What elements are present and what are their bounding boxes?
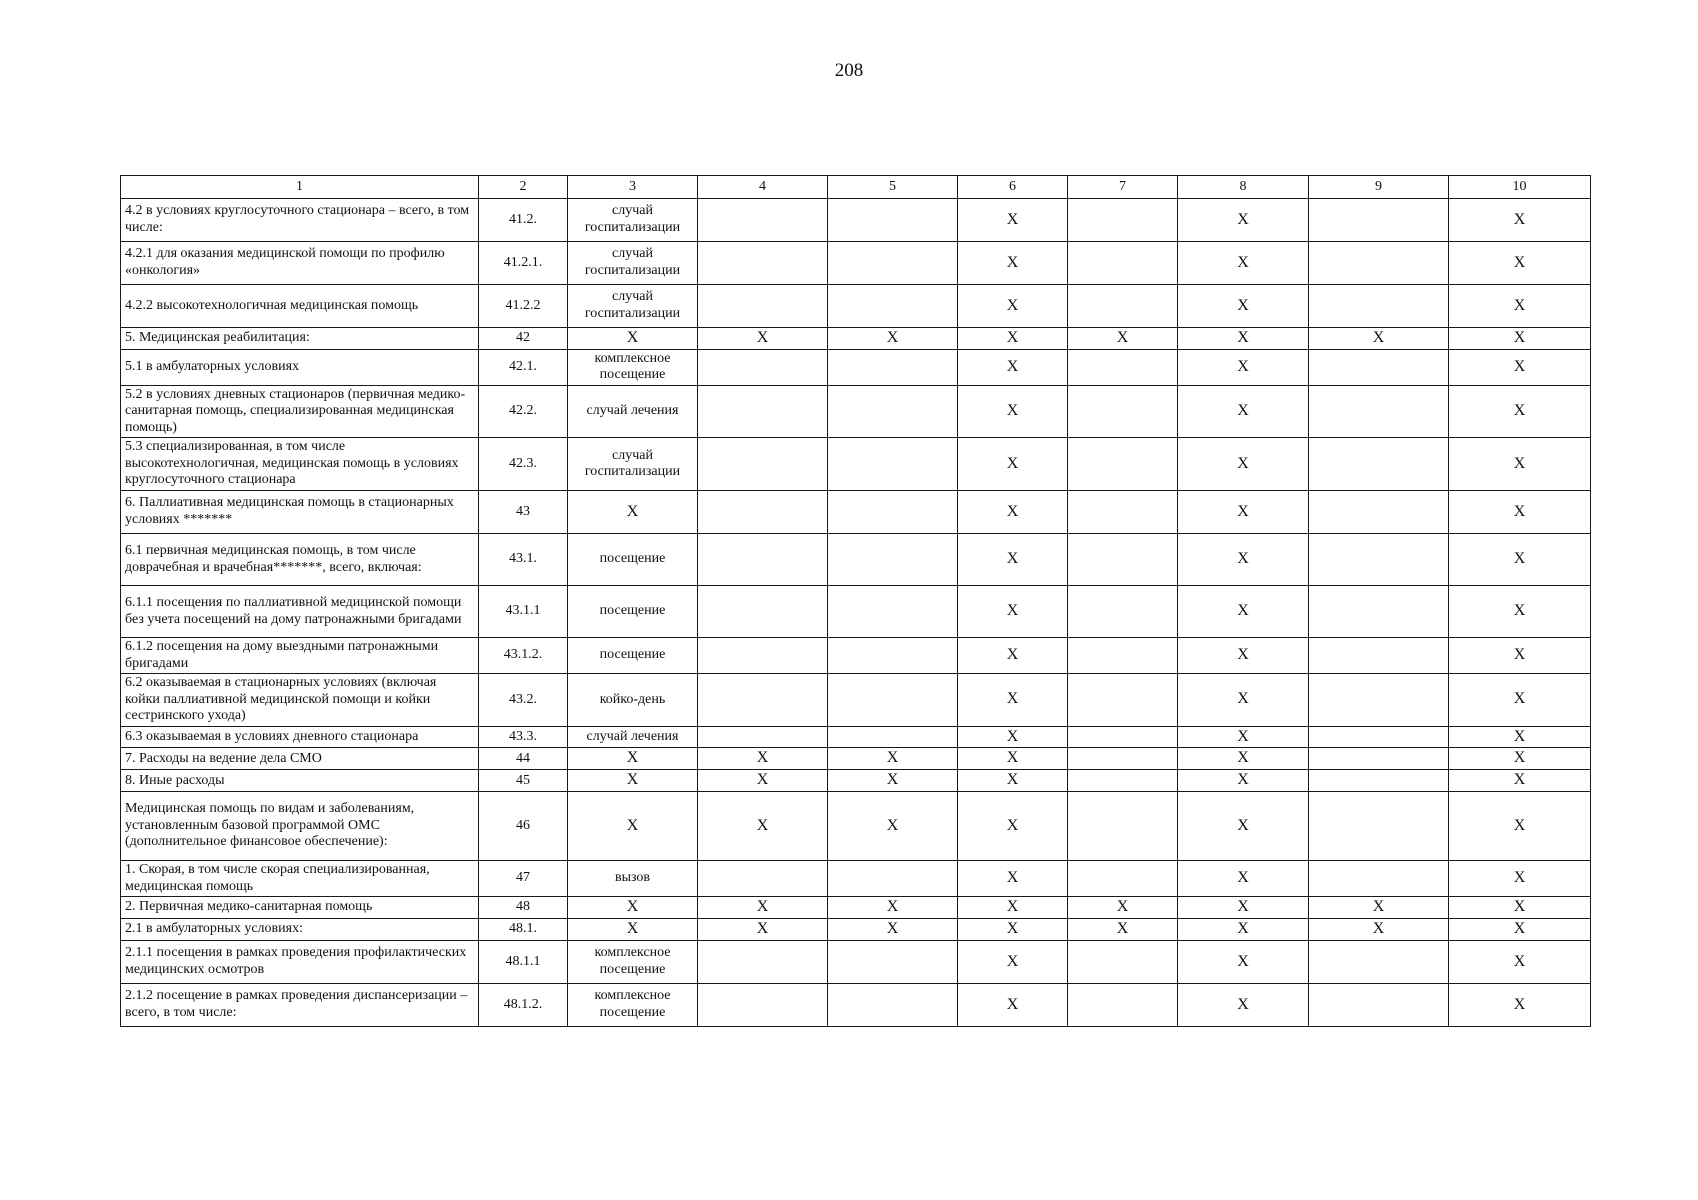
col6-cell: X bbox=[958, 534, 1068, 586]
row-unit-cell: вызов bbox=[568, 861, 698, 897]
col4-cell bbox=[698, 349, 828, 385]
row-unit-cell: X bbox=[568, 328, 698, 350]
col9-cell bbox=[1309, 940, 1449, 983]
col5-cell bbox=[828, 199, 958, 242]
col6-cell: X bbox=[958, 242, 1068, 285]
col10-cell: X bbox=[1449, 983, 1591, 1026]
col7-cell bbox=[1068, 534, 1178, 586]
row-name-cell: 6.1.2 посещения на дому выездными патронажными бригадами bbox=[121, 638, 479, 674]
col7-cell bbox=[1068, 726, 1178, 748]
table-body bbox=[121, 199, 1591, 1027]
row-name-cell: 2. Первичная медико-санитарная помощь bbox=[121, 897, 479, 919]
col7-cell: X bbox=[1068, 919, 1178, 941]
col4-cell bbox=[698, 674, 828, 727]
col5-cell: X bbox=[828, 770, 958, 792]
row-name-cell: 6. Паллиативная медицинская помощь в стационарных условиях ******* bbox=[121, 491, 479, 534]
col9-cell bbox=[1309, 534, 1449, 586]
col10-cell: X bbox=[1449, 638, 1591, 674]
row-code-cell: 42.3. bbox=[479, 438, 568, 491]
table-row bbox=[121, 638, 1591, 674]
col8-cell: X bbox=[1178, 242, 1309, 285]
column-header: 2 bbox=[479, 176, 568, 199]
col4-cell bbox=[698, 199, 828, 242]
row-unit-cell: посещение bbox=[568, 534, 698, 586]
col7-cell bbox=[1068, 770, 1178, 792]
row-unit-cell: койко-день bbox=[568, 674, 698, 727]
col5-cell: X bbox=[828, 919, 958, 941]
col6-cell: X bbox=[958, 438, 1068, 491]
table-row bbox=[121, 726, 1591, 748]
row-name-cell: 5.2 в условиях дневных стационаров (первичная медико-санитарная помощь, специализированная медицинская помощь) bbox=[121, 385, 479, 438]
row-unit-cell: X bbox=[568, 919, 698, 941]
row-name-cell: 8. Иные расходы bbox=[121, 770, 479, 792]
col10-cell: X bbox=[1449, 674, 1591, 727]
col5-cell bbox=[828, 438, 958, 491]
col4-cell: X bbox=[698, 919, 828, 941]
col10-cell: X bbox=[1449, 748, 1591, 770]
col10-cell: X bbox=[1449, 940, 1591, 983]
col6-cell: X bbox=[958, 199, 1068, 242]
row-name-cell: 6.3 оказываемая в условиях дневного стационара bbox=[121, 726, 479, 748]
col6-cell: X bbox=[958, 861, 1068, 897]
table-row bbox=[121, 242, 1591, 285]
col8-cell: X bbox=[1178, 349, 1309, 385]
col10-cell: X bbox=[1449, 792, 1591, 861]
col8-cell: X bbox=[1178, 638, 1309, 674]
col8-cell: X bbox=[1178, 438, 1309, 491]
col7-cell bbox=[1068, 438, 1178, 491]
col7-cell bbox=[1068, 491, 1178, 534]
row-unit-cell: случай госпитализации bbox=[568, 285, 698, 328]
col7-cell: X bbox=[1068, 328, 1178, 350]
table-row bbox=[121, 792, 1591, 861]
col9-cell bbox=[1309, 438, 1449, 491]
col9-cell bbox=[1309, 586, 1449, 638]
row-unit-cell: посещение bbox=[568, 586, 698, 638]
col8-cell: X bbox=[1178, 199, 1309, 242]
row-unit-cell: X bbox=[568, 897, 698, 919]
col4-cell: X bbox=[698, 792, 828, 861]
col4-cell: X bbox=[698, 748, 828, 770]
row-unit-cell: комплексное посещение bbox=[568, 940, 698, 983]
col8-cell: X bbox=[1178, 940, 1309, 983]
col8-cell: X bbox=[1178, 726, 1309, 748]
col6-cell: X bbox=[958, 491, 1068, 534]
col4-cell bbox=[698, 983, 828, 1026]
table-row bbox=[121, 491, 1591, 534]
col10-cell: X bbox=[1449, 586, 1591, 638]
row-name-cell: 5. Медицинская реабилитация: bbox=[121, 328, 479, 350]
col6-cell: X bbox=[958, 940, 1068, 983]
col7-cell bbox=[1068, 940, 1178, 983]
row-code-cell: 46 bbox=[479, 792, 568, 861]
col9-cell bbox=[1309, 285, 1449, 328]
col6-cell: X bbox=[958, 586, 1068, 638]
col5-cell bbox=[828, 726, 958, 748]
col9-cell bbox=[1309, 983, 1449, 1026]
column-header: 3 bbox=[568, 176, 698, 199]
col6-cell: X bbox=[958, 897, 1068, 919]
col5-cell bbox=[828, 242, 958, 285]
col7-cell: X bbox=[1068, 897, 1178, 919]
col5-cell bbox=[828, 349, 958, 385]
col10-cell: X bbox=[1449, 770, 1591, 792]
col8-cell: X bbox=[1178, 328, 1309, 350]
col6-cell: X bbox=[958, 792, 1068, 861]
table-row bbox=[121, 534, 1591, 586]
col10-cell: X bbox=[1449, 438, 1591, 491]
table-row bbox=[121, 438, 1591, 491]
col4-cell bbox=[698, 940, 828, 983]
row-name-cell: 1. Скорая, в том числе скорая специализированная, медицинская помощь bbox=[121, 861, 479, 897]
column-number-row bbox=[121, 176, 1591, 199]
table-row bbox=[121, 285, 1591, 328]
col9-cell bbox=[1309, 491, 1449, 534]
col7-cell bbox=[1068, 285, 1178, 328]
col7-cell bbox=[1068, 861, 1178, 897]
col10-cell: X bbox=[1449, 534, 1591, 586]
col8-cell: X bbox=[1178, 770, 1309, 792]
col5-cell bbox=[828, 638, 958, 674]
table-row bbox=[121, 897, 1591, 919]
row-code-cell: 43.2. bbox=[479, 674, 568, 727]
col10-cell: X bbox=[1449, 242, 1591, 285]
row-code-cell: 43.1. bbox=[479, 534, 568, 586]
table-row bbox=[121, 748, 1591, 770]
col4-cell bbox=[698, 491, 828, 534]
row-code-cell: 48 bbox=[479, 897, 568, 919]
col8-cell: X bbox=[1178, 385, 1309, 438]
col7-cell bbox=[1068, 349, 1178, 385]
col6-cell: X bbox=[958, 983, 1068, 1026]
row-unit-cell: случай госпитализации bbox=[568, 242, 698, 285]
row-code-cell: 41.2. bbox=[479, 199, 568, 242]
row-name-cell: 4.2 в условиях круглосуточного стационара – всего, в том числе: bbox=[121, 199, 479, 242]
table-row bbox=[121, 983, 1591, 1026]
col4-cell bbox=[698, 638, 828, 674]
col9-cell: X bbox=[1309, 897, 1449, 919]
col7-cell bbox=[1068, 638, 1178, 674]
col10-cell: X bbox=[1449, 491, 1591, 534]
column-header: 7 bbox=[1068, 176, 1178, 199]
row-name-cell: 5.1 в амбулаторных условиях bbox=[121, 349, 479, 385]
col4-cell: X bbox=[698, 897, 828, 919]
col8-cell: X bbox=[1178, 285, 1309, 328]
row-unit-cell: комплексное посещение bbox=[568, 983, 698, 1026]
col5-cell bbox=[828, 983, 958, 1026]
col5-cell: X bbox=[828, 328, 958, 350]
col6-cell: X bbox=[958, 385, 1068, 438]
col7-cell bbox=[1068, 748, 1178, 770]
col7-cell bbox=[1068, 242, 1178, 285]
col9-cell bbox=[1309, 748, 1449, 770]
row-code-cell: 41.2.1. bbox=[479, 242, 568, 285]
col7-cell bbox=[1068, 586, 1178, 638]
col6-cell: X bbox=[958, 285, 1068, 328]
col8-cell: X bbox=[1178, 491, 1309, 534]
col7-cell bbox=[1068, 385, 1178, 438]
row-code-cell: 43.3. bbox=[479, 726, 568, 748]
row-name-cell: Медицинская помощь по видам и заболеваниям, установленным базовой программой ОМС (дополнительное финансовое обеспечение): bbox=[121, 792, 479, 861]
col10-cell: X bbox=[1449, 919, 1591, 941]
row-code-cell: 42.2. bbox=[479, 385, 568, 438]
col9-cell bbox=[1309, 385, 1449, 438]
col10-cell: X bbox=[1449, 199, 1591, 242]
col4-cell bbox=[698, 242, 828, 285]
col6-cell: X bbox=[958, 726, 1068, 748]
row-unit-cell: случай лечения bbox=[568, 726, 698, 748]
col6-cell: X bbox=[958, 638, 1068, 674]
table-row bbox=[121, 770, 1591, 792]
col10-cell: X bbox=[1449, 285, 1591, 328]
col9-cell bbox=[1309, 242, 1449, 285]
col7-cell bbox=[1068, 983, 1178, 1026]
col9-cell bbox=[1309, 770, 1449, 792]
row-unit-cell: X bbox=[568, 770, 698, 792]
row-code-cell: 41.2.2 bbox=[479, 285, 568, 328]
col5-cell bbox=[828, 491, 958, 534]
column-header: 4 bbox=[698, 176, 828, 199]
col5-cell bbox=[828, 940, 958, 983]
col5-cell: X bbox=[828, 897, 958, 919]
table-row bbox=[121, 674, 1591, 727]
row-name-cell: 5.3 специализированная, в том числе высокотехнологичная, медицинская помощь в условиях круглосуточного стационара bbox=[121, 438, 479, 491]
row-code-cell: 43.1.2. bbox=[479, 638, 568, 674]
col5-cell bbox=[828, 534, 958, 586]
table-row bbox=[121, 328, 1591, 350]
row-code-cell: 45 bbox=[479, 770, 568, 792]
col9-cell bbox=[1309, 674, 1449, 727]
col5-cell bbox=[828, 674, 958, 727]
col5-cell bbox=[828, 385, 958, 438]
col4-cell: X bbox=[698, 770, 828, 792]
col8-cell: X bbox=[1178, 534, 1309, 586]
col9-cell bbox=[1309, 861, 1449, 897]
col8-cell: X bbox=[1178, 674, 1309, 727]
row-unit-cell: X bbox=[568, 792, 698, 861]
col10-cell: X bbox=[1449, 385, 1591, 438]
row-name-cell: 4.2.2 высокотехнологичная медицинская помощь bbox=[121, 285, 479, 328]
row-unit-cell: X bbox=[568, 748, 698, 770]
col4-cell bbox=[698, 285, 828, 328]
column-header: 10 bbox=[1449, 176, 1591, 199]
col8-cell: X bbox=[1178, 897, 1309, 919]
col8-cell: X bbox=[1178, 748, 1309, 770]
col10-cell: X bbox=[1449, 897, 1591, 919]
row-name-cell: 4.2.1 для оказания медицинской помощи по профилю «онкология» bbox=[121, 242, 479, 285]
col7-cell bbox=[1068, 674, 1178, 727]
row-name-cell: 6.1 первичная медицинская помощь, в том числе доврачебная и врачебная*******, всего, включая: bbox=[121, 534, 479, 586]
row-code-cell: 47 bbox=[479, 861, 568, 897]
col5-cell: X bbox=[828, 792, 958, 861]
col6-cell: X bbox=[958, 770, 1068, 792]
row-code-cell: 43 bbox=[479, 491, 568, 534]
col9-cell: X bbox=[1309, 919, 1449, 941]
col7-cell bbox=[1068, 792, 1178, 861]
column-header: 5 bbox=[828, 176, 958, 199]
row-unit-cell: случай госпитализации bbox=[568, 438, 698, 491]
row-unit-cell: случай госпитализации bbox=[568, 199, 698, 242]
col10-cell: X bbox=[1449, 726, 1591, 748]
page-number: 208 bbox=[834, 60, 864, 81]
col4-cell bbox=[698, 586, 828, 638]
col8-cell: X bbox=[1178, 586, 1309, 638]
col4-cell bbox=[698, 385, 828, 438]
col6-cell: X bbox=[958, 674, 1068, 727]
col9-cell bbox=[1309, 349, 1449, 385]
row-code-cell: 48.1.1 bbox=[479, 940, 568, 983]
row-name-cell: 6.2 оказываемая в стационарных условиях (включая койки паллиативной медицинской помощи и койки сестринского ухода) bbox=[121, 674, 479, 727]
row-name-cell: 6.1.1 посещения по паллиативной медицинской помощи без учета посещений на дому патронажными бригадами bbox=[121, 586, 479, 638]
col5-cell bbox=[828, 861, 958, 897]
table-row bbox=[121, 919, 1591, 941]
col9-cell: X bbox=[1309, 328, 1449, 350]
row-code-cell: 48.1. bbox=[479, 919, 568, 941]
col4-cell bbox=[698, 726, 828, 748]
row-unit-cell: случай лечения bbox=[568, 385, 698, 438]
table-row bbox=[121, 385, 1591, 438]
row-unit-cell: X bbox=[568, 491, 698, 534]
col10-cell: X bbox=[1449, 328, 1591, 350]
col4-cell bbox=[698, 534, 828, 586]
col9-cell bbox=[1309, 199, 1449, 242]
table-row bbox=[121, 586, 1591, 638]
col6-cell: X bbox=[958, 328, 1068, 350]
table-row bbox=[121, 861, 1591, 897]
col9-cell bbox=[1309, 638, 1449, 674]
col10-cell: X bbox=[1449, 349, 1591, 385]
row-code-cell: 42.1. bbox=[479, 349, 568, 385]
col6-cell: X bbox=[958, 349, 1068, 385]
row-code-cell: 43.1.1 bbox=[479, 586, 568, 638]
row-name-cell: 7. Расходы на ведение дела СМО bbox=[121, 748, 479, 770]
col9-cell bbox=[1309, 792, 1449, 861]
col4-cell: X bbox=[698, 328, 828, 350]
column-header: 9 bbox=[1309, 176, 1449, 199]
col5-cell: X bbox=[828, 748, 958, 770]
row-code-cell: 44 bbox=[479, 748, 568, 770]
col10-cell: X bbox=[1449, 861, 1591, 897]
col8-cell: X bbox=[1178, 919, 1309, 941]
row-code-cell: 48.1.2. bbox=[479, 983, 568, 1026]
col6-cell: X bbox=[958, 748, 1068, 770]
row-unit-cell: посещение bbox=[568, 638, 698, 674]
col4-cell bbox=[698, 861, 828, 897]
column-header: 1 bbox=[121, 176, 479, 199]
table-row bbox=[121, 940, 1591, 983]
col7-cell bbox=[1068, 199, 1178, 242]
financing-table bbox=[120, 175, 1591, 1027]
row-name-cell: 2.1.1 посещения в рамках проведения профилактических медицинских осмотров bbox=[121, 940, 479, 983]
col5-cell bbox=[828, 586, 958, 638]
col9-cell bbox=[1309, 726, 1449, 748]
col8-cell: X bbox=[1178, 792, 1309, 861]
col5-cell bbox=[828, 285, 958, 328]
col8-cell: X bbox=[1178, 983, 1309, 1026]
row-name-cell: 2.1 в амбулаторных условиях: bbox=[121, 919, 479, 941]
col4-cell bbox=[698, 438, 828, 491]
table-row bbox=[121, 199, 1591, 242]
col8-cell: X bbox=[1178, 861, 1309, 897]
column-header: 8 bbox=[1178, 176, 1309, 199]
row-unit-cell: комплексное посещение bbox=[568, 349, 698, 385]
col6-cell: X bbox=[958, 919, 1068, 941]
row-name-cell: 2.1.2 посещение в рамках проведения диспансеризации – всего, в том числе: bbox=[121, 983, 479, 1026]
table-row bbox=[121, 349, 1591, 385]
row-code-cell: 42 bbox=[479, 328, 568, 350]
column-header: 6 bbox=[958, 176, 1068, 199]
